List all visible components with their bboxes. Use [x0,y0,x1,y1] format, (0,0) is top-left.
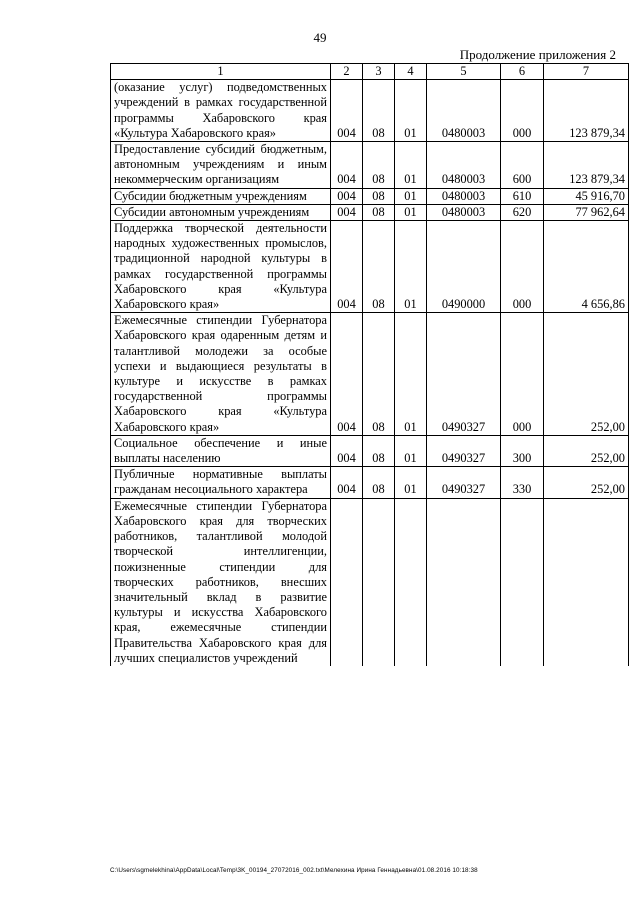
file-path-footer: C:\Users\sgmelekhina\AppData\Local\Temp\3K_00194_27072016_002.txt\Мелехина Ирина Геннадьевна\01.08.2016 10:18:38 [110,867,478,874]
row-expense-type: 330 [501,467,544,498]
table-row [111,221,629,313]
page-number: 49 [313,30,327,45]
row-ministry-code: 004 [331,313,363,436]
row-subsection-code: 01 [395,467,427,498]
row-target-code: 0490327 [427,435,501,466]
row-subsection-code: 01 [395,313,427,436]
table-row [111,80,629,142]
row-section-code: 08 [363,204,395,220]
row-expense-type: 620 [501,204,544,220]
row-section-code: 08 [363,467,395,498]
row-amount [544,498,629,666]
row-name: Социальное обеспечение и иные выплаты населению [111,435,331,466]
header-col-2: 2 [331,64,363,80]
row-subsection-code: 01 [395,142,427,189]
row-amount: 77 962,64 [544,204,629,220]
row-ministry-code: 004 [331,467,363,498]
header-col-5: 5 [427,64,501,80]
row-expense-type: 610 [501,188,544,204]
row-subsection-code: 01 [395,435,427,466]
row-expense-type: 000 [501,80,544,142]
row-subsection-code: 01 [395,188,427,204]
row-ministry-code: 004 [331,80,363,142]
row-section-code [363,498,395,666]
row-expense-type: 000 [501,221,544,313]
header-col-3: 3 [363,64,395,80]
row-amount: 45 916,70 [544,188,629,204]
row-name: Ежемесячные стипендии Губернатора Хабаровского края одаренным детям и талантливой молодежи за особые успехи и выдающиеся результаты в культуре и искусстве в рамках государственной программы Хабаровского края «Культура Хабаровского края» [111,313,331,436]
row-name: Субсидии бюджетным учреждениям [111,188,331,204]
row-ministry-code [331,498,363,666]
row-amount: 252,00 [544,467,629,498]
row-name: Поддержка творческой деятельности народных художественных промыслов, традиционной народной культуры в рамках государственной программы Хабаровского края «Культура Хабаровского края» [111,221,331,313]
continuation-label: Продолжение приложения 2 [459,47,616,62]
row-ministry-code: 004 [331,188,363,204]
row-ministry-code: 004 [331,435,363,466]
row-target-code: 0490327 [427,313,501,436]
row-target-code: 0490327 [427,467,501,498]
table-row [111,498,629,666]
budget-table [110,63,629,666]
header-col-1: 1 [111,64,331,80]
row-subsection-code: 01 [395,221,427,313]
row-section-code: 08 [363,313,395,436]
row-name: Ежемесячные стипендии Губернатора Хабаровского края для творческих работников, талантливой молодой творческой интеллигенции, пожизненные стипендии для творческих работников, внесших значительный вклад в развитие культуры и искусства Хабаровского края, ежемесячные стипендии Правительства Хабаровского края для лучших специалистов учреждений [111,498,331,666]
row-name: Публичные нормативные выплаты гражданам несоциального характера [111,467,331,498]
row-amount: 252,00 [544,435,629,466]
row-section-code: 08 [363,188,395,204]
row-amount: 123 879,34 [544,142,629,189]
row-section-code: 08 [363,435,395,466]
row-subsection-code [395,498,427,666]
table-row [111,435,629,466]
row-subsection-code: 01 [395,204,427,220]
row-expense-type: 300 [501,435,544,466]
row-ministry-code: 004 [331,204,363,220]
row-name: (оказание услуг) подведомственных учреждений в рамках государственной программы Хабаровского края «Культура Хабаровского края» [111,80,331,142]
row-expense-type: 600 [501,142,544,189]
row-ministry-code: 004 [331,221,363,313]
row-target-code [427,498,501,666]
row-section-code: 08 [363,221,395,313]
row-target-code: 0480003 [427,204,501,220]
row-expense-type [501,498,544,666]
row-name: Предоставление субсидий бюджетным, автономным учреждениям и иным некоммерческим организациям [111,142,331,189]
table-row [111,313,629,436]
table-header-row [111,64,629,80]
row-target-code: 0480003 [427,188,501,204]
table-row [111,188,629,204]
row-expense-type: 000 [501,313,544,436]
header-col-7: 7 [544,64,629,80]
row-amount: 252,00 [544,313,629,436]
row-target-code: 0480003 [427,80,501,142]
row-target-code: 0480003 [427,142,501,189]
row-amount: 4 656,86 [544,221,629,313]
row-ministry-code: 004 [331,142,363,189]
row-name: Субсидии автономным учреждениям [111,204,331,220]
header-col-6: 6 [501,64,544,80]
row-subsection-code: 01 [395,80,427,142]
row-amount: 123 879,34 [544,80,629,142]
table-row [111,142,629,189]
row-section-code: 08 [363,142,395,189]
row-section-code: 08 [363,80,395,142]
header-col-4: 4 [395,64,427,80]
table-row [111,467,629,498]
row-target-code: 0490000 [427,221,501,313]
table-row [111,204,629,220]
